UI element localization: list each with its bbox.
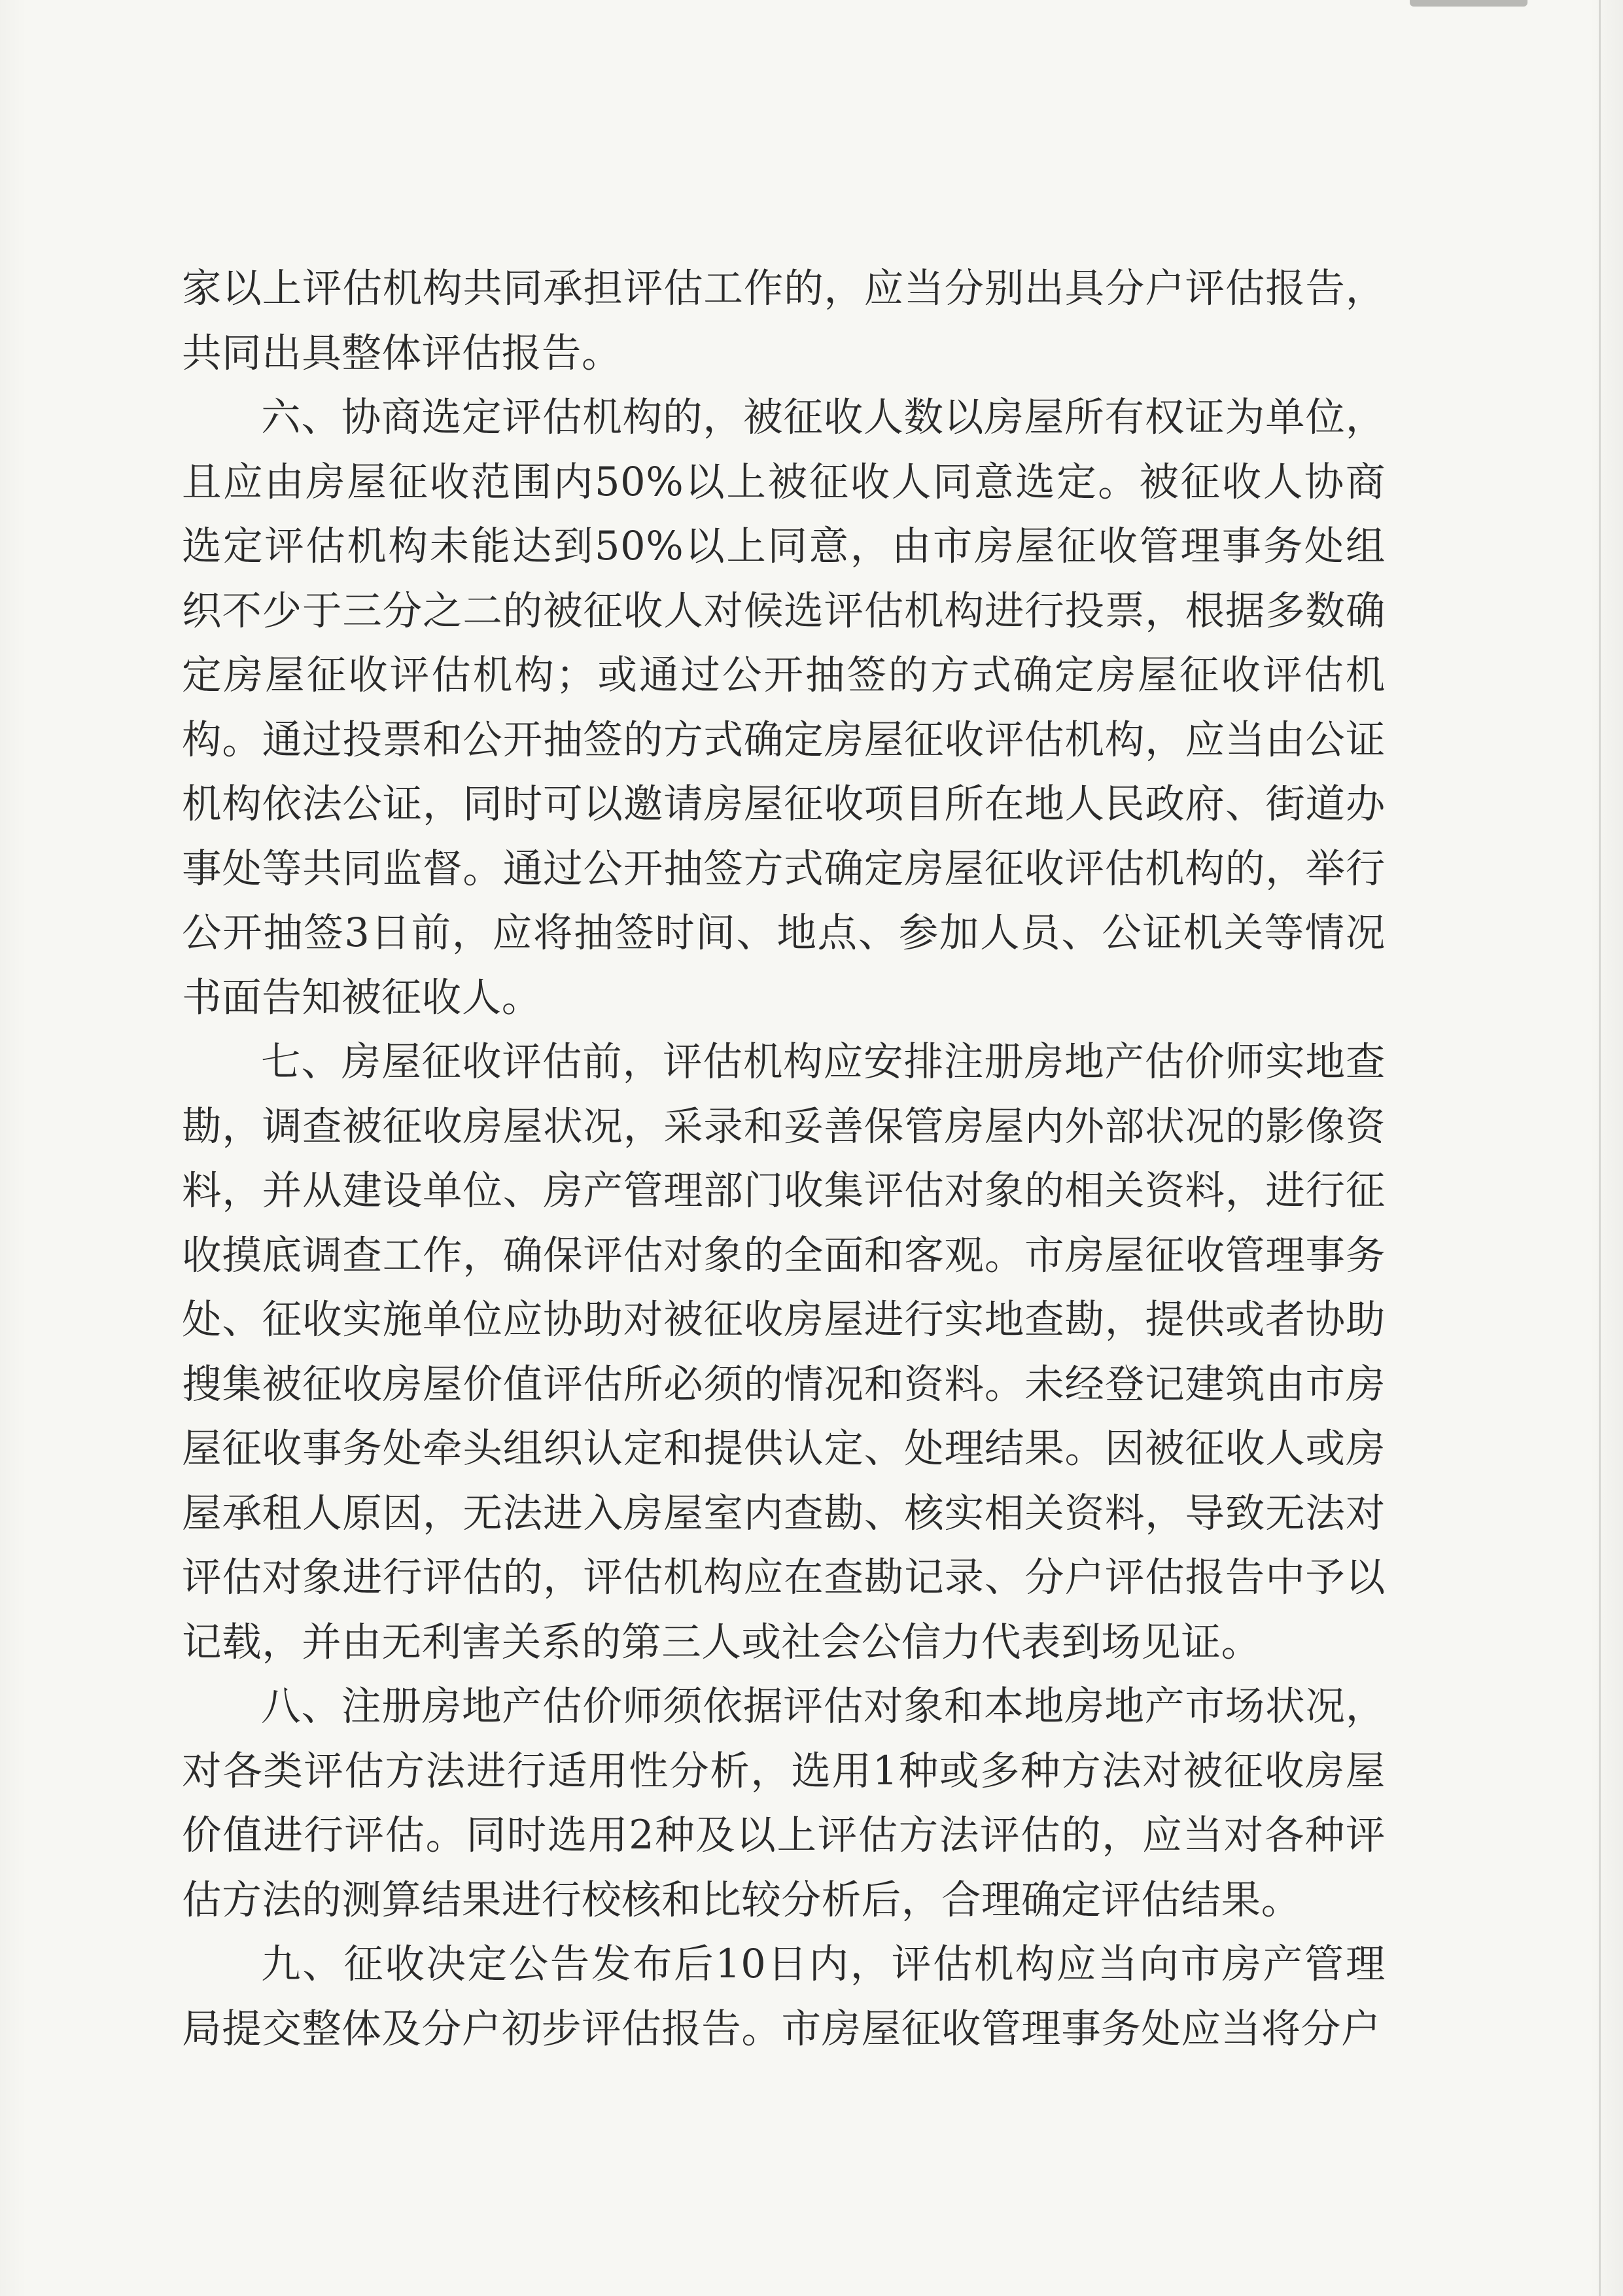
paragraph-section-6: 六、协商选定评估机构的，被征收人数以房屋所有权证为单位，且应由房屋征收范围内50%以上被征收人同意选定。被征收人协商选定评估机构未能达到50%以上同意，由市房屋征收管理事务处组织不少于三分之二的被征收人对候选评估机构进行投票，根据多数确定房屋征收评估机构；或通过公开抽签的方式确定房屋征收评估机构。通过投票和公开抽签的方式确定房屋征收评估机构，应当由公证机构依法公证，同时可以邀请房屋征收项目所在地人民政府、街道办事处等共同监督。通过公开抽签方式确定房屋征收评估机构的，举行公开抽签3日前，应将抽签时间、地点、参加人员、公证机关等情况书面告知被征收人。 bbox=[182, 395, 1386, 1021]
scan-edge-line bbox=[1599, 0, 1601, 2296]
paragraph-section-7: 七、房屋征收评估前，评估机构应安排注册房地产估价师实地查勘，调查被征收房屋状况，采录和妥善保管房屋内外部状况的影像资料，并从建设单位、房产管理部门收集评估对象的相关资料，进行征收摸底调查工作，确保评估对象的全面和客观。市房屋征收管理事务处、征收实施单位应协助对被征收房屋进行实地查勘，提供或者协助搜集被征收房屋价值评估所必须的情况和资料。未经登记建筑由市房屋征收事务处牵头组织认定和提供认定、处理结果。因被征收人或房屋承租人原因，无法进入房屋室内查勘、核实相关资料，导致无法对评估对象进行评估的，评估机构应在查勘记录、分户评估报告中予以记载，并由无利害关系的第三人或社会公信力代表到场见证。 bbox=[182, 1039, 1386, 1665]
paragraph-continuation: 家以上评估机构共同承担评估工作的，应当分别出具分户评估报告，共同出具整体评估报告。 bbox=[182, 266, 1386, 376]
paragraph-section-8: 八、注册房地产估价师须依据评估对象和本地房地产市场状况，对各类评估方法进行适用性分析，选用1种或多种方法对被征收房屋价值进行评估。同时选用2种及以上评估方法评估的，应当对各种评估方法的测算结果进行校核和比较分析后，合理确定评估结果。 bbox=[182, 1684, 1386, 1923]
paragraph-section-9: 九、征收决定公告发布后10日内，评估机构应当向市房产管理局提交整体及分户初步评估报告。市房屋征收管理事务处应当将分户 bbox=[182, 1941, 1386, 2052]
document-body bbox=[182, 256, 1386, 2061]
scan-edge-mark bbox=[1410, 0, 1527, 7]
